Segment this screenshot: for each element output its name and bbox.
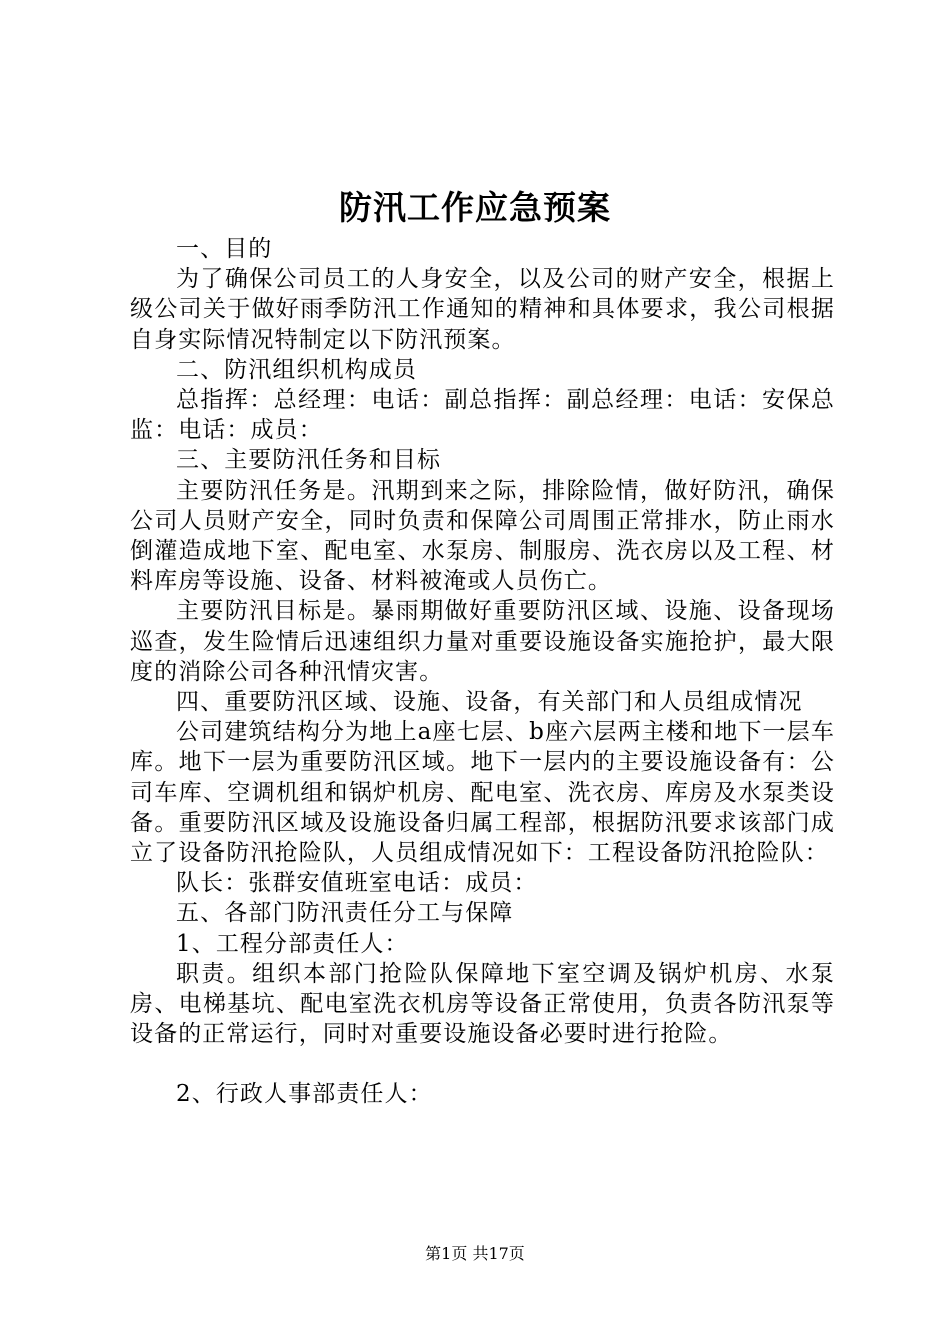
- document-body: [130, 234, 835, 1110]
- paragraph-section-5-heading: 五、各部门防汛责任分工与保障: [176, 900, 514, 927]
- page-footer: 第1页 共17页: [425, 1244, 525, 1263]
- paragraph-building-structure: 公司建筑结构分为地上a座七层、b座六层两主楼和地下一层车库。地下一层为重要防汛区域。地下一层内的主要设施设备有：公司车库、空调机组和锅炉机房、配电室、洗衣房、库房及水泵类设备。重要防汛区域及设施设备归属工程部，根据防汛要求该部门成立了设备防汛抢险队，人员组成情况如下：工程设备防汛抢险队：: [130, 719, 835, 867]
- paragraph-engineering-owner: 1、工程分部责任人：: [176, 930, 409, 957]
- paragraph-team-leader: 队长：张群安值班室电话：成员：: [176, 870, 538, 897]
- paragraph-section-3-heading: 三、主要防汛任务和目标: [176, 447, 442, 474]
- paragraph-section-4-heading: 四、重要防汛区域、设施、设备，有关部门和人员组成情况: [176, 689, 803, 716]
- paragraph-section-2-heading: 二、防汛组织机构成员: [176, 356, 417, 383]
- paragraph-main-goals: 主要防汛目标是。暴雨期做好重要防汛区域、设施、设备现场巡查，发生险情后迅速组织力量对重要设施设备实施抢护，最大限度的消除公司各种汛情灾害。: [130, 598, 835, 685]
- paragraph-section-1-heading: 一、目的: [176, 236, 273, 262]
- document-title: 防汛工作应急预案: [339, 188, 611, 227]
- paragraph-purpose: 为了确保公司员工的人身安全，以及公司的财产安全，根据上级公司关于做好雨季防汛工作通知的精神和具体要求，我公司根据自身实际情况特制定以下防汛预案。: [130, 266, 835, 353]
- paragraph-admin-owner: 2、行政人事部责任人：: [176, 1081, 433, 1108]
- paragraph-engineering-duties: 职责。组织本部门抢险队保障地下室空调及锅炉机房、水泵房、电梯基坑、配电室洗衣机房等设备正常使用，负责各防汛泵等设备的正常运行，同时对重要设施设备必要时进行抢险。: [130, 960, 835, 1048]
- paragraph-main-tasks: 主要防汛任务是。汛期到来之际，排除险情，做好防汛，确保公司人员财产安全，同时负责和保障公司周围正常排水，防止雨水倒灌造成地下室、配电室、水泵房、制服房、洗衣房以及工程、材料库房等设施、设备、材料被淹或人员伤亡。: [130, 477, 835, 595]
- paragraph-organization-members: 总指挥：总经理：电话：副总指挥：副总经理：电话：安保总监：电话：成员：: [130, 387, 835, 444]
